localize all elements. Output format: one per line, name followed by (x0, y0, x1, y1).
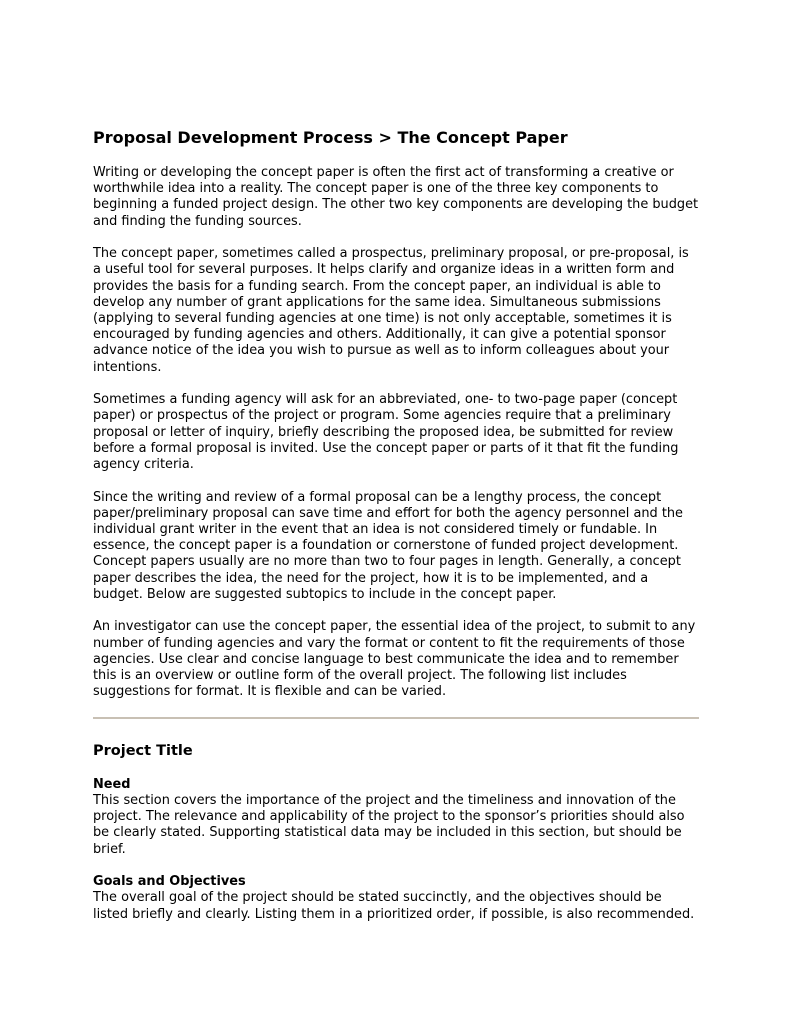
intro-paragraph-3: Sometimes a funding agency will ask for an abbreviated, one- to two-page paper (concept paper) or prospectus of the project or program. Some agencies require that a preliminary proposal or letter of inquiry, briefly describing the proposed idea, be submitted for review before a formal proposal is invited. Use the concept paper or parts of it that fit the funding agency criteria. (93, 392, 679, 473)
intro-paragraph-5: An investigator can use the concept paper, the essential idea of the project, to submit to any number of funding agencies and vary the format or content to fit the requirements of those agencies. Use clear and concise language to best communicate the idea and to remember this is an overview or outline form of the overall project. The following list includes suggestions for format. It is flexible and can be varied. (93, 619, 696, 700)
document-page (93, 127, 699, 939)
page-title-bold: Proposal Development Process (93, 128, 373, 147)
section-divider (93, 717, 699, 719)
page-title (93, 127, 699, 149)
need-body: This section covers the importance of the project and the timeliness and innovation of the project. The relevance and applicability of the project to the sponsor’s priorities should also be clearly stated. Supporting statistical data may be included in this section, but should be brief. (93, 793, 685, 857)
goals-objectives-heading: Goals and Objectives (93, 874, 246, 890)
project-title-heading: Project Title (93, 742, 193, 759)
intro-paragraph-1: Writing or developing the concept paper is often the first act of transforming a creative or worthwhile idea into a reality. The concept paper is one of the three key components to beginning a funded project design. The other two key components are developing the budget and finding the funding sources. (93, 165, 699, 229)
intro-paragraph-4: Since the writing and review of a formal proposal can be a lengthy process, the concept paper/preliminary proposal can save time and effort for both the agency personnel and the individual grant writer in the event that an idea is not considered timely or fundable. In essence, the concept paper is a foundation or cornerstone of funded project development. Concept papers usually are no more than two to four pages in length. Generally, a concept paper describes the idea, the need for the project, how it is to be implemented, and a budget. Below are suggested subtopics to include in the concept paper. (93, 489, 683, 602)
goals-objectives-body: The overall goal of the project should be stated succinctly, and the objectives should be listed briefly and clearly. Listing them in a prioritized order, if possible, is also recommended. (93, 890, 695, 922)
intro-paragraph-2: The concept paper, sometimes called a prospectus, preliminary proposal, or pre-proposal, is a useful tool for several purposes. It helps clarify and organize ideas in a written form and provides the basis for a funding search. From the concept paper, an individual is able to develop any number of grant applications for the same idea. Simultaneous submissions (applying to several funding agencies at one time) is not only acceptable, sometimes it is encouraged by funding agencies and others. Additionally, it can give a potential sponsor advance notice of the idea you wish to pursue as well as to inform colleagues about your intentions. (93, 246, 689, 375)
page-title-subtitle: > The Concept Paper (372, 128, 568, 147)
need-heading: Need (93, 776, 131, 792)
